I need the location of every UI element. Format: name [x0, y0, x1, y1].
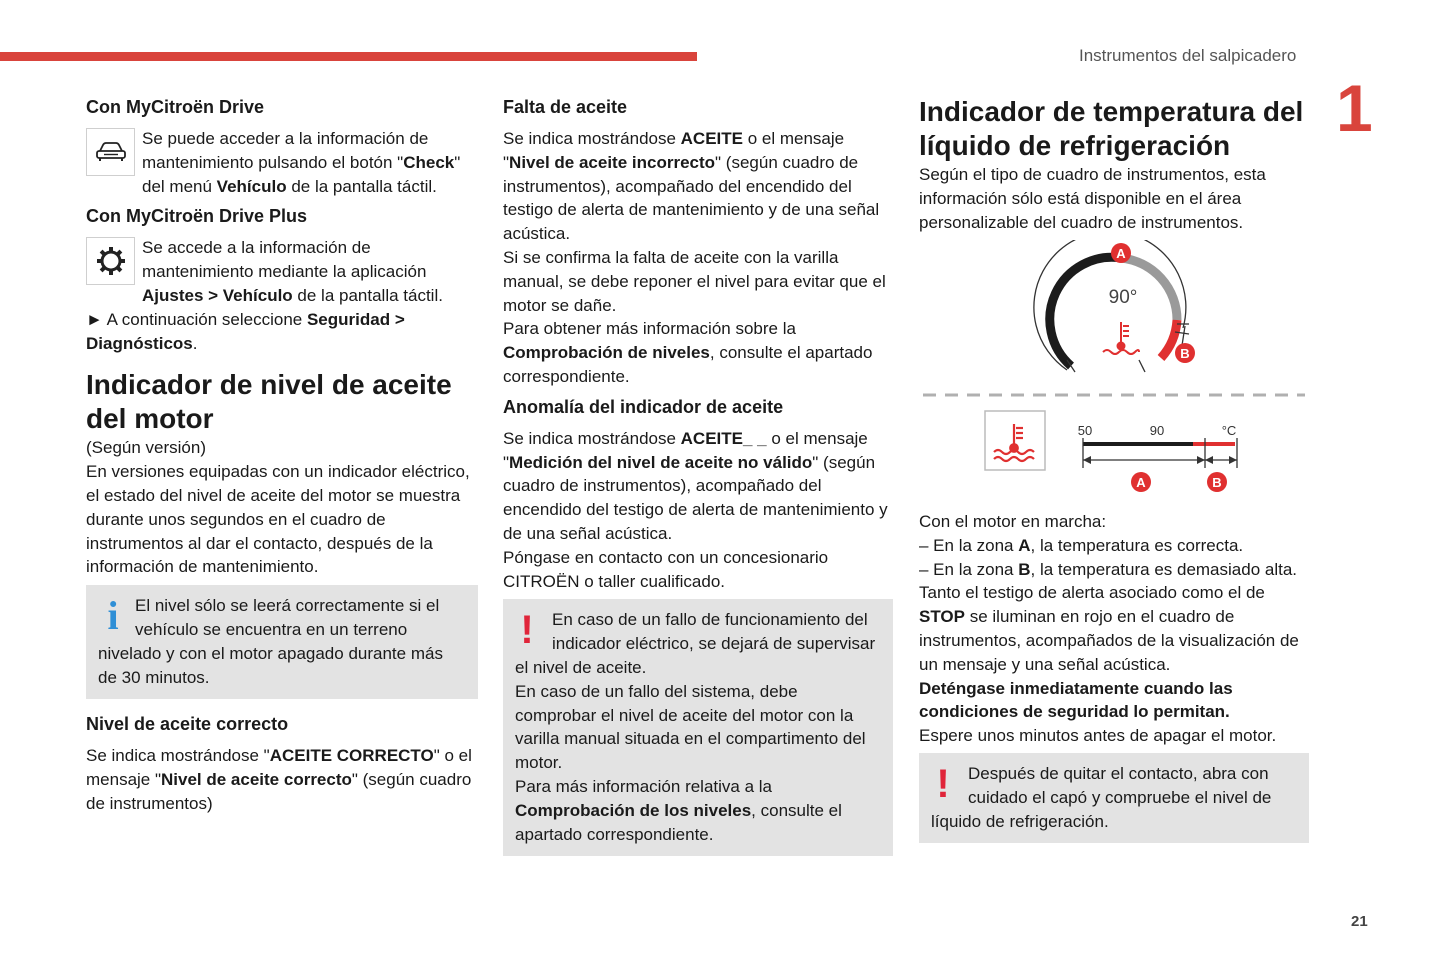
coolant-warning-note — [919, 753, 1309, 843]
warning-text-1: En caso de un fallo de funcionamiento del indicador eléctrico, se dejará de supervisar el nivel de aceite. — [515, 610, 876, 677]
column-middle — [503, 95, 893, 856]
car-icon — [86, 128, 135, 176]
heading-mycitroen-drive: Con MyCitroën Drive — [86, 97, 265, 117]
detengase-text: Deténgase inmediatamente cuando las condiciones de seguridad lo permitan. — [919, 678, 1233, 722]
chapter-number: 1 — [1336, 71, 1373, 145]
espere-text: Espere unos minutos antes de apagar el motor. — [919, 726, 1277, 746]
gauge-arc-normal — [1050, 257, 1121, 366]
heading-anomalia: Anomalía del indicador de aceite — [503, 396, 784, 417]
drive-plus-text: Se accede a la información de mantenimiento mediante la aplicación Ajustes > Vehículo de la pantalla táctil. — [142, 238, 443, 305]
nivel-version: (Según versión) — [86, 438, 207, 458]
zona-a-text: – En la zona A, la temperatura es correcta. — [919, 535, 1244, 555]
warning-icon: ! — [936, 761, 950, 806]
warning-text-2: En caso de un fallo del sistema, debe comprobar el nivel de aceite del motor con la varilla manual situada en el compartimento del motor. — [515, 681, 866, 773]
gauge-label-b: B — [1180, 346, 1190, 361]
correcto-text: Se indica mostrándose "ACEITE CORRECTO" o el mensaje "Nivel de aceite correcto" (según cuadro de instrumentos) — [86, 746, 472, 813]
scale-50: 50 — [1077, 423, 1093, 438]
gauge-coolant-icon — [1103, 322, 1139, 354]
coolant-temperature-figure — [919, 240, 1309, 502]
heading-falta-aceite: Falta de aceite — [503, 97, 628, 117]
zona-b-text: – En la zona B, la temperatura es demasiado alta. Tanto el testigo de alerta asociado como el de STOP se iluminan en rojo en el cuadro de instrumentos, acompañados de la visualización de un mensaje y una señal acústica. — [919, 559, 1299, 674]
drive-plus-block — [86, 236, 478, 355]
scale-bar-normal — [1083, 442, 1193, 446]
nivel-text: En versiones equipadas con un indicador eléctrico, el estado del nivel de aceite del motor se muestra durante unos segundos en el cuadro de instrumentos al dar el contacto, después de la información de mantenimiento. — [86, 462, 470, 577]
section-title: Instrumentos del salpicadero — [1079, 46, 1297, 65]
heading-nivel-correcto: Nivel de aceite correcto — [86, 714, 289, 735]
warning-text-3: Para más información relativa a la Comprobación de los niveles, consulte el apartado correspondiente. — [515, 776, 842, 844]
scale-bar-hot — [1193, 442, 1235, 446]
temp-intro: Según el tipo de cuadro de instrumentos, esta información sólo está disponible en el área personalizable del cuadro de instrumentos. — [919, 165, 1266, 232]
falta-text-2: Si se confirma la falta de aceite con la varilla manual, se debe reponer el nivel para evitar que el motor se dañe. — [503, 247, 886, 315]
drive-text: Se puede acceder a la información de mantenimiento pulsando el botón "Check" del menú Vehículo de la pantalla táctil. — [142, 129, 461, 196]
column-right — [919, 95, 1309, 234]
scale-label-a: A — [1136, 475, 1146, 490]
falta-text: Se indica mostrándose ACEITE o el mensaje "Nivel de aceite incorrecto" (según cuadro de instrumentos), acompañado del encendido del testigo de alerta de mantenimiento y de una señal acústica. — [503, 129, 880, 244]
gauge-arc-hot — [1161, 320, 1177, 358]
scale-90: 90 — [1149, 423, 1165, 438]
warning-icon: ! — [520, 608, 534, 653]
drive-plus-step: ► A continuación seleccione Seguridad > Diagnósticos. — [86, 309, 405, 353]
scale-label-b: B — [1212, 475, 1222, 490]
column-left — [86, 95, 478, 816]
gear-icon — [86, 237, 135, 285]
anomalia-text: Se indica mostrándose ACEITE_ _ o el mensaje "Medición del nivel de aceite no válido" (según cuadro de instrumentos), acompañado del encendido del testigo de alerta de mantenimiento y de una señal acústica. — [503, 428, 888, 543]
gauge-value-label: 90° — [1108, 287, 1138, 308]
header-accent-bar — [0, 52, 697, 61]
heading-nivel-aceite: Indicador de nivel de aceite del motor — [86, 369, 452, 435]
anomalia-text-2: Póngase en contacto con un concesionario CITROËN o taller cualificado. — [503, 547, 829, 591]
falta-text-3: Para obtener más información sobre la Comprobación de niveles, consulte el apartado correspondiente. — [503, 319, 873, 386]
scale-unit: °C — [1221, 423, 1237, 438]
heading-temperatura: Indicador de temperatura del líquido de refrigeración — [919, 96, 1304, 161]
info-note-text: El nivel sólo se leerá correctamente si el vehículo se encuentra en un terreno nivelado y con el motor apagado durante más de 30 minutos. — [98, 596, 443, 687]
heading-mycitroen-drive-plus: Con MyCitroën Drive Plus — [86, 206, 308, 227]
info-note — [86, 585, 478, 699]
drive-block — [86, 127, 478, 198]
coolant-warning-text: Después de quitar el contacto, abra con cuidado el capó y compruebe el nivel de líquido de refrigeración. — [931, 763, 1272, 831]
column-right-lower — [919, 510, 1309, 843]
marcha-text: Con el motor en marcha: — [919, 512, 1107, 531]
page-number: 21 — [1351, 913, 1368, 930]
warning-note — [503, 599, 893, 856]
gauge-label-a: A — [1116, 246, 1126, 261]
info-icon: i — [107, 593, 119, 639]
